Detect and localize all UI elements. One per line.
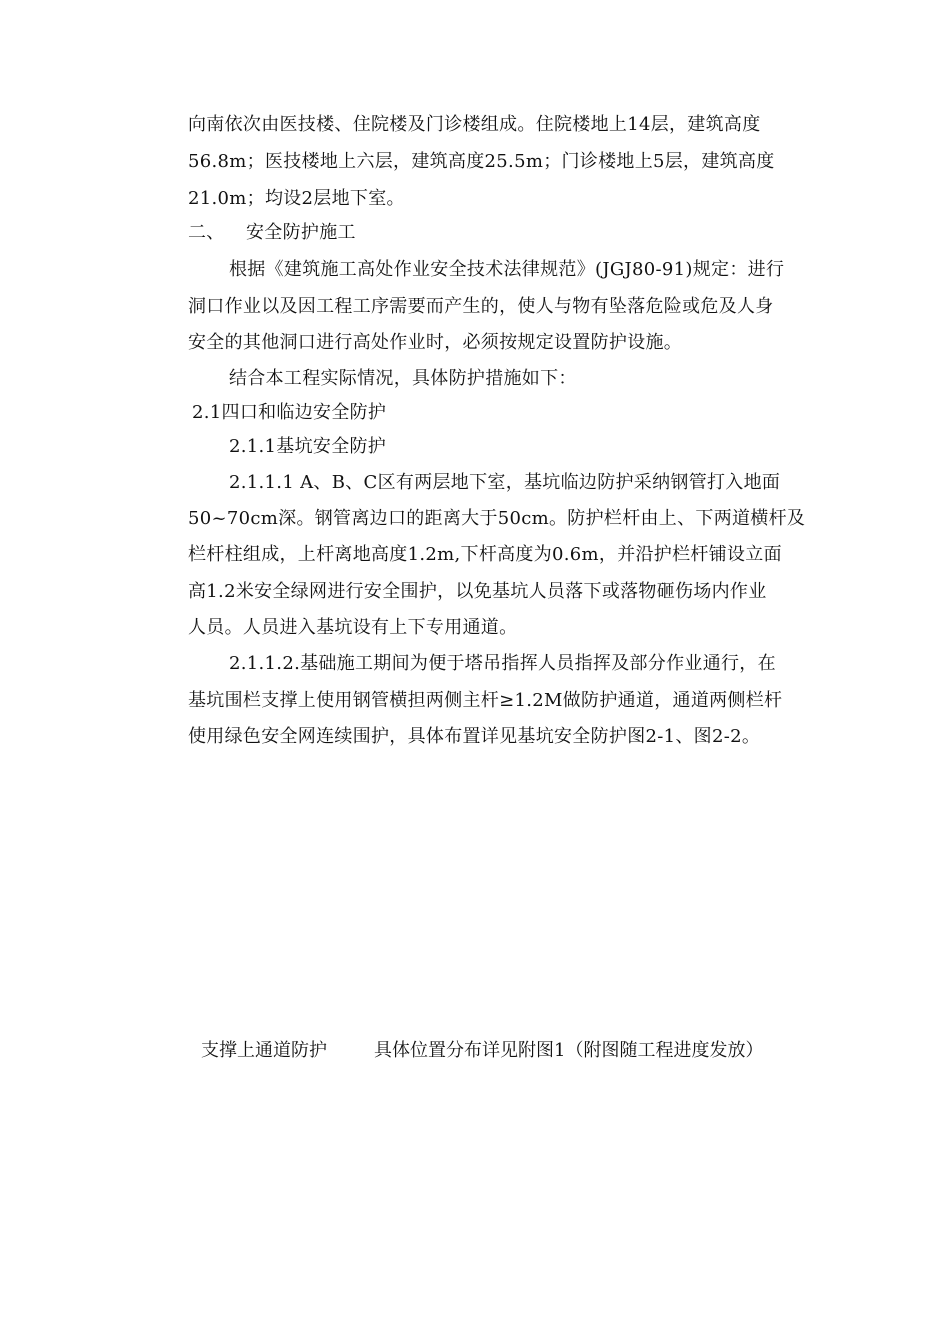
para-2-1-1-1-line-1: 2.1.1.1 A、B、C区有两层地下室，基坑临边防护采纳钢管打入地面	[229, 472, 781, 493]
para-2-1-1-1-line-3: 栏杆柱组成，上杆离地高度1.2m,下杆高度为0.6m，并沿护栏杆铺设立面	[188, 544, 782, 565]
regulation-line-1: 根据《建筑施工高处作业安全技术法律规范》(JGJ80-91)规定：进行	[229, 259, 785, 280]
para-2-1-1-2-line-1: 2.1.1.2.基础施工期间为便于塔吊指挥人员指挥及部分作业通行，在	[229, 653, 776, 674]
para-2-1-1-2-line-3: 使用绿色安全网连续围护，具体布置详见基坑安全防护图2-1、图2-2。	[188, 726, 761, 747]
para-2-1-1-1-line-2: 50~70cm深。钢管离边口的距离大于50cm。防护栏杆由上、下两道横杆及	[188, 508, 806, 529]
para-2-1-1-1-line-5: 人员。人员进入基坑设有上下专用通道。	[188, 617, 518, 638]
regulation-line-2: 洞口作业以及因工程工序需要而产生的，使人与物有坠落危险或危及人身	[188, 296, 774, 317]
intro-line-2: 56.8m；医技楼地上六层，建筑高度25.5m；门诊楼地上5层，建筑高度	[188, 151, 775, 172]
section-two-number: 二、	[188, 222, 225, 243]
caption-left: 支撑上通道防护	[201, 1040, 327, 1061]
intro-line-1: 向南依次由医技楼、住院楼及门诊楼组成。住院楼地上14层，建筑高度	[188, 114, 761, 135]
caption-right: 具体位置分布详见附图1（附图随工程进度发放）	[374, 1040, 764, 1061]
combine-paragraph: 结合本工程实际情况，具体防护措施如下：	[229, 368, 577, 389]
subheading-2-1: 2.1四口和临边安全防护	[192, 402, 387, 423]
section-two-title: 安全防护施工	[246, 222, 356, 243]
regulation-line-3: 安全的其他洞口进行高处作业时，必须按规定设置防护设施。	[188, 332, 683, 353]
subheading-2-1-1: 2.1.1基坑安全防护	[229, 436, 387, 457]
intro-line-3: 21.0m；均设2层地下室。	[188, 188, 405, 209]
para-2-1-1-1-line-4: 高1.2米安全绿网进行安全围护，以免基坑人员落下或落物砸伤场内作业	[188, 581, 767, 602]
section-two-heading	[188, 221, 356, 245]
para-2-1-1-2-line-2: 基坑围栏支撑上使用钢管横担两侧主杆≥1.2M做防护通道，通道两侧栏杆	[188, 690, 783, 711]
